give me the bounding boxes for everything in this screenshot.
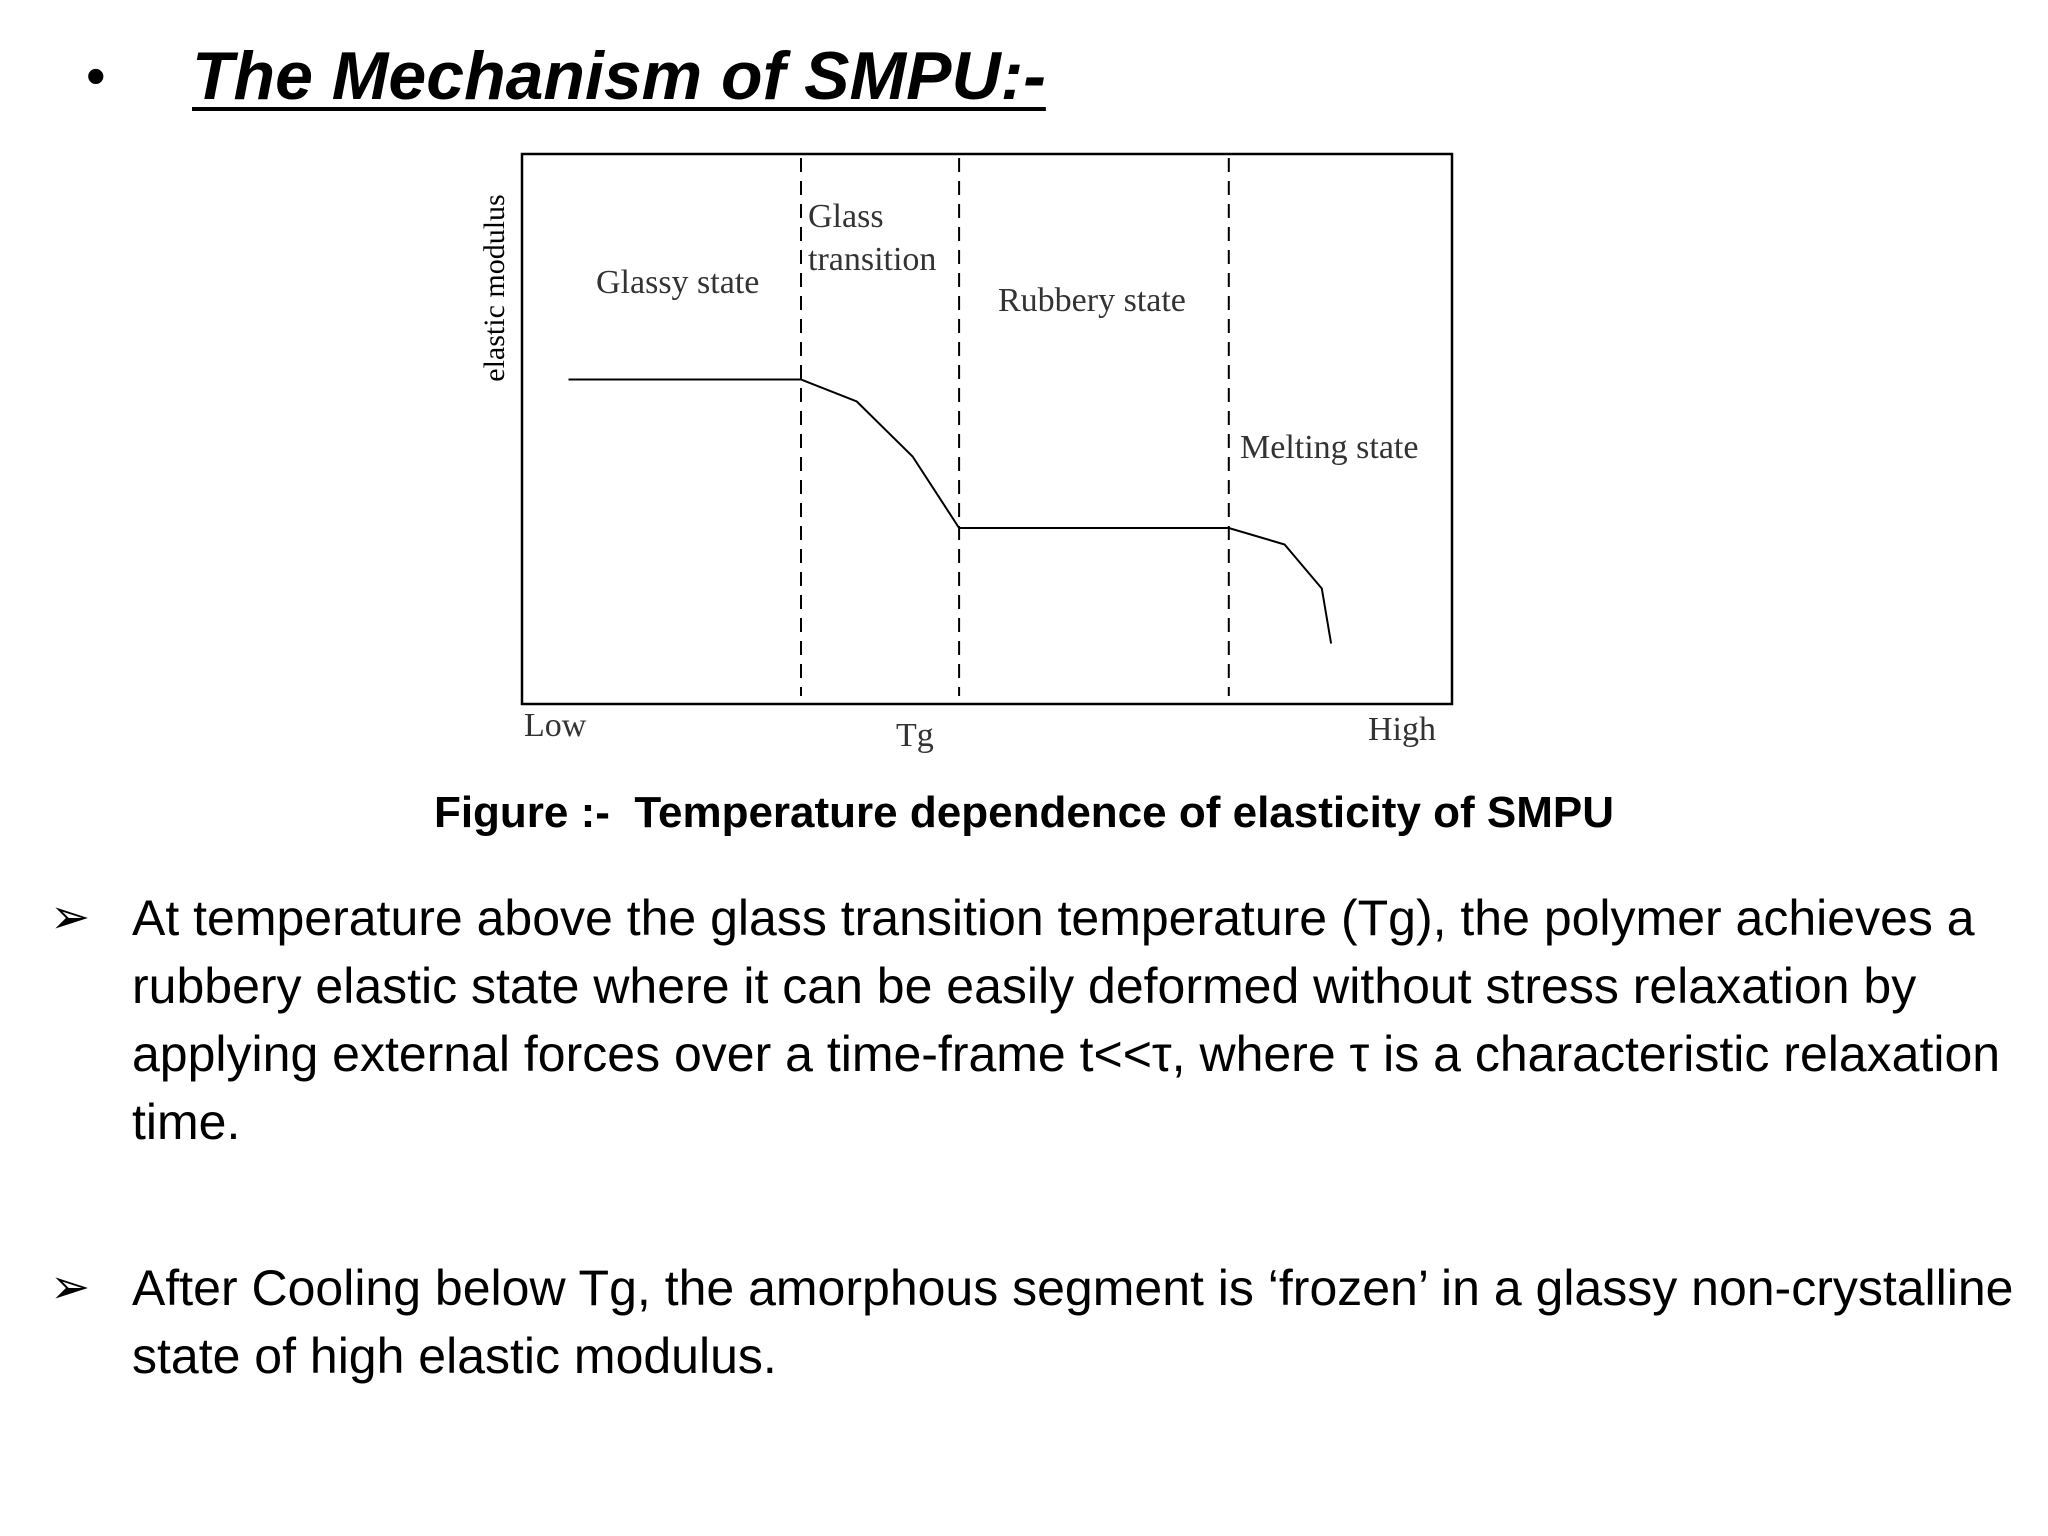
label-glass-transition-2: transition <box>808 241 937 278</box>
label-melting-state: Melting state <box>1240 429 1419 466</box>
arrow-bullet-icon: ➢ <box>50 891 91 944</box>
bullet-text-2: After Cooling below Tg, the amorphous segment is ‘frozen’ in a glassy non-crystalline state of high elastic modulus. <box>132 1260 2014 1384</box>
figure-caption: Figure :- Temperature dependence of elasticity of SMPU <box>433 788 1615 837</box>
x-tick-tg: Tg <box>896 717 934 754</box>
title-bullet: • <box>86 44 106 107</box>
label-rubbery-state: Rubbery state <box>998 282 1186 319</box>
label-glass-transition-1: Glass <box>808 198 884 235</box>
x-tick-low: Low <box>524 707 587 744</box>
title-text: The Mechanism of SMPU:- <box>192 38 1046 114</box>
x-tick-high: High <box>1368 711 1436 748</box>
elasticity-chart <box>478 148 1478 768</box>
arrow-bullet-icon: ➢ <box>50 1261 91 1314</box>
elasticity-figure <box>478 148 1478 768</box>
y-axis-label: elastic modulus <box>478 194 511 382</box>
bullet-text-1: At temperature above the glass transition temperature (Tg), the polymer achieves a rubbery elastic state where it can be easily deformed without stress relaxation by applying external forces over a time-frame t<<τ, where τ is a characteristic relaxation time. <box>132 890 2001 1150</box>
label-glassy-state: Glassy state <box>596 264 760 301</box>
